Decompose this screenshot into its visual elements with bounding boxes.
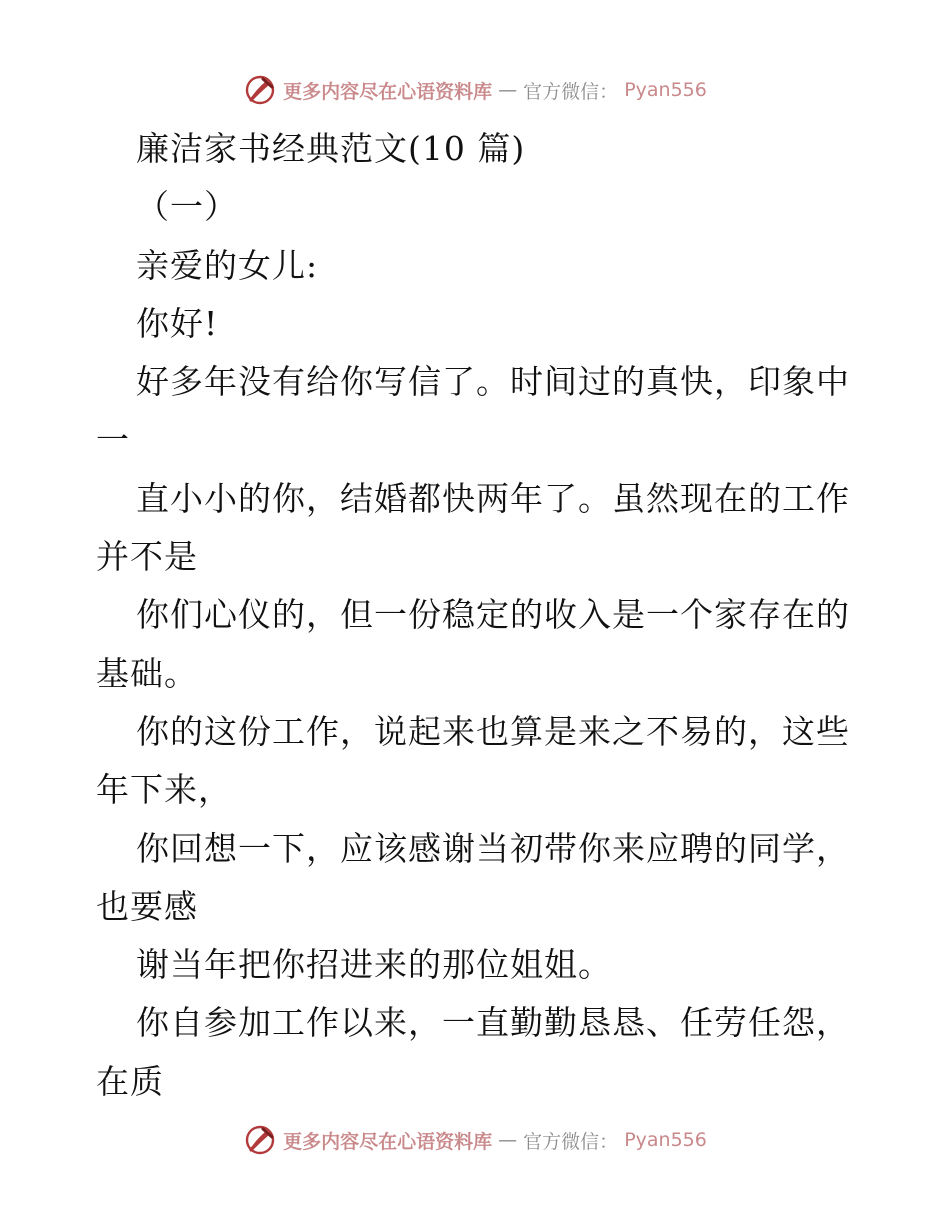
banner-contact-label: 官方微信： — [523, 80, 619, 103]
footer-banner — [0, 1120, 950, 1160]
banner-text: 更多内容尽在心语资料库 — [283, 1130, 493, 1153]
section-heading: （一） — [136, 187, 238, 227]
paragraph-line: 直小小的你，结婚都快两年了。虽然现在的工作 — [136, 478, 850, 518]
salutation-line: 亲爱的女儿: — [136, 245, 319, 285]
banner-separator: — — [498, 1129, 518, 1151]
document-body — [96, 120, 856, 1111]
banner-content — [243, 1123, 707, 1157]
paragraph-line: 谢当年把你招进来的那位姐姐。 — [136, 945, 612, 985]
paragraph-line: 好多年没有给你写信了。时间过的真快，印象中 — [136, 362, 850, 402]
paragraph-line: 基础。 — [96, 653, 198, 693]
pen-nib-logo-icon — [243, 1123, 277, 1157]
paragraph-line: 也要感 — [96, 886, 198, 926]
paragraph-line: 并不是 — [96, 537, 198, 577]
document-title: 廉洁家书经典范文(10 篇) — [136, 129, 526, 168]
paragraph-line: 你自参加工作以来，一直勤勤恳恳、任劳任怨， — [136, 1003, 850, 1043]
banner-handle: Pyan556 — [624, 1129, 707, 1151]
paragraph-line: 你的这份工作，说起来也算是来之不易的，这些 — [136, 711, 850, 751]
paragraph-line: 你们心仪的，但一份稳定的收入是一个家存在的 — [136, 595, 850, 635]
banner-contact-label: 官方微信： — [523, 1130, 619, 1153]
header-banner — [0, 70, 950, 110]
banner-separator: — — [498, 79, 518, 101]
banner-content — [243, 73, 707, 107]
paragraph-line: 一 — [96, 420, 130, 460]
paragraph-line: 你回想一下，应该感谢当初带你来应聘的同学， — [136, 828, 850, 868]
banner-handle: Pyan556 — [624, 79, 707, 101]
paragraph-line: 在质 — [96, 1061, 164, 1101]
banner-text: 更多内容尽在心语资料库 — [283, 80, 493, 103]
paragraph-line: 年下来， — [96, 770, 232, 810]
greeting-line: 你好! — [136, 303, 219, 343]
pen-nib-logo-icon — [243, 73, 277, 107]
